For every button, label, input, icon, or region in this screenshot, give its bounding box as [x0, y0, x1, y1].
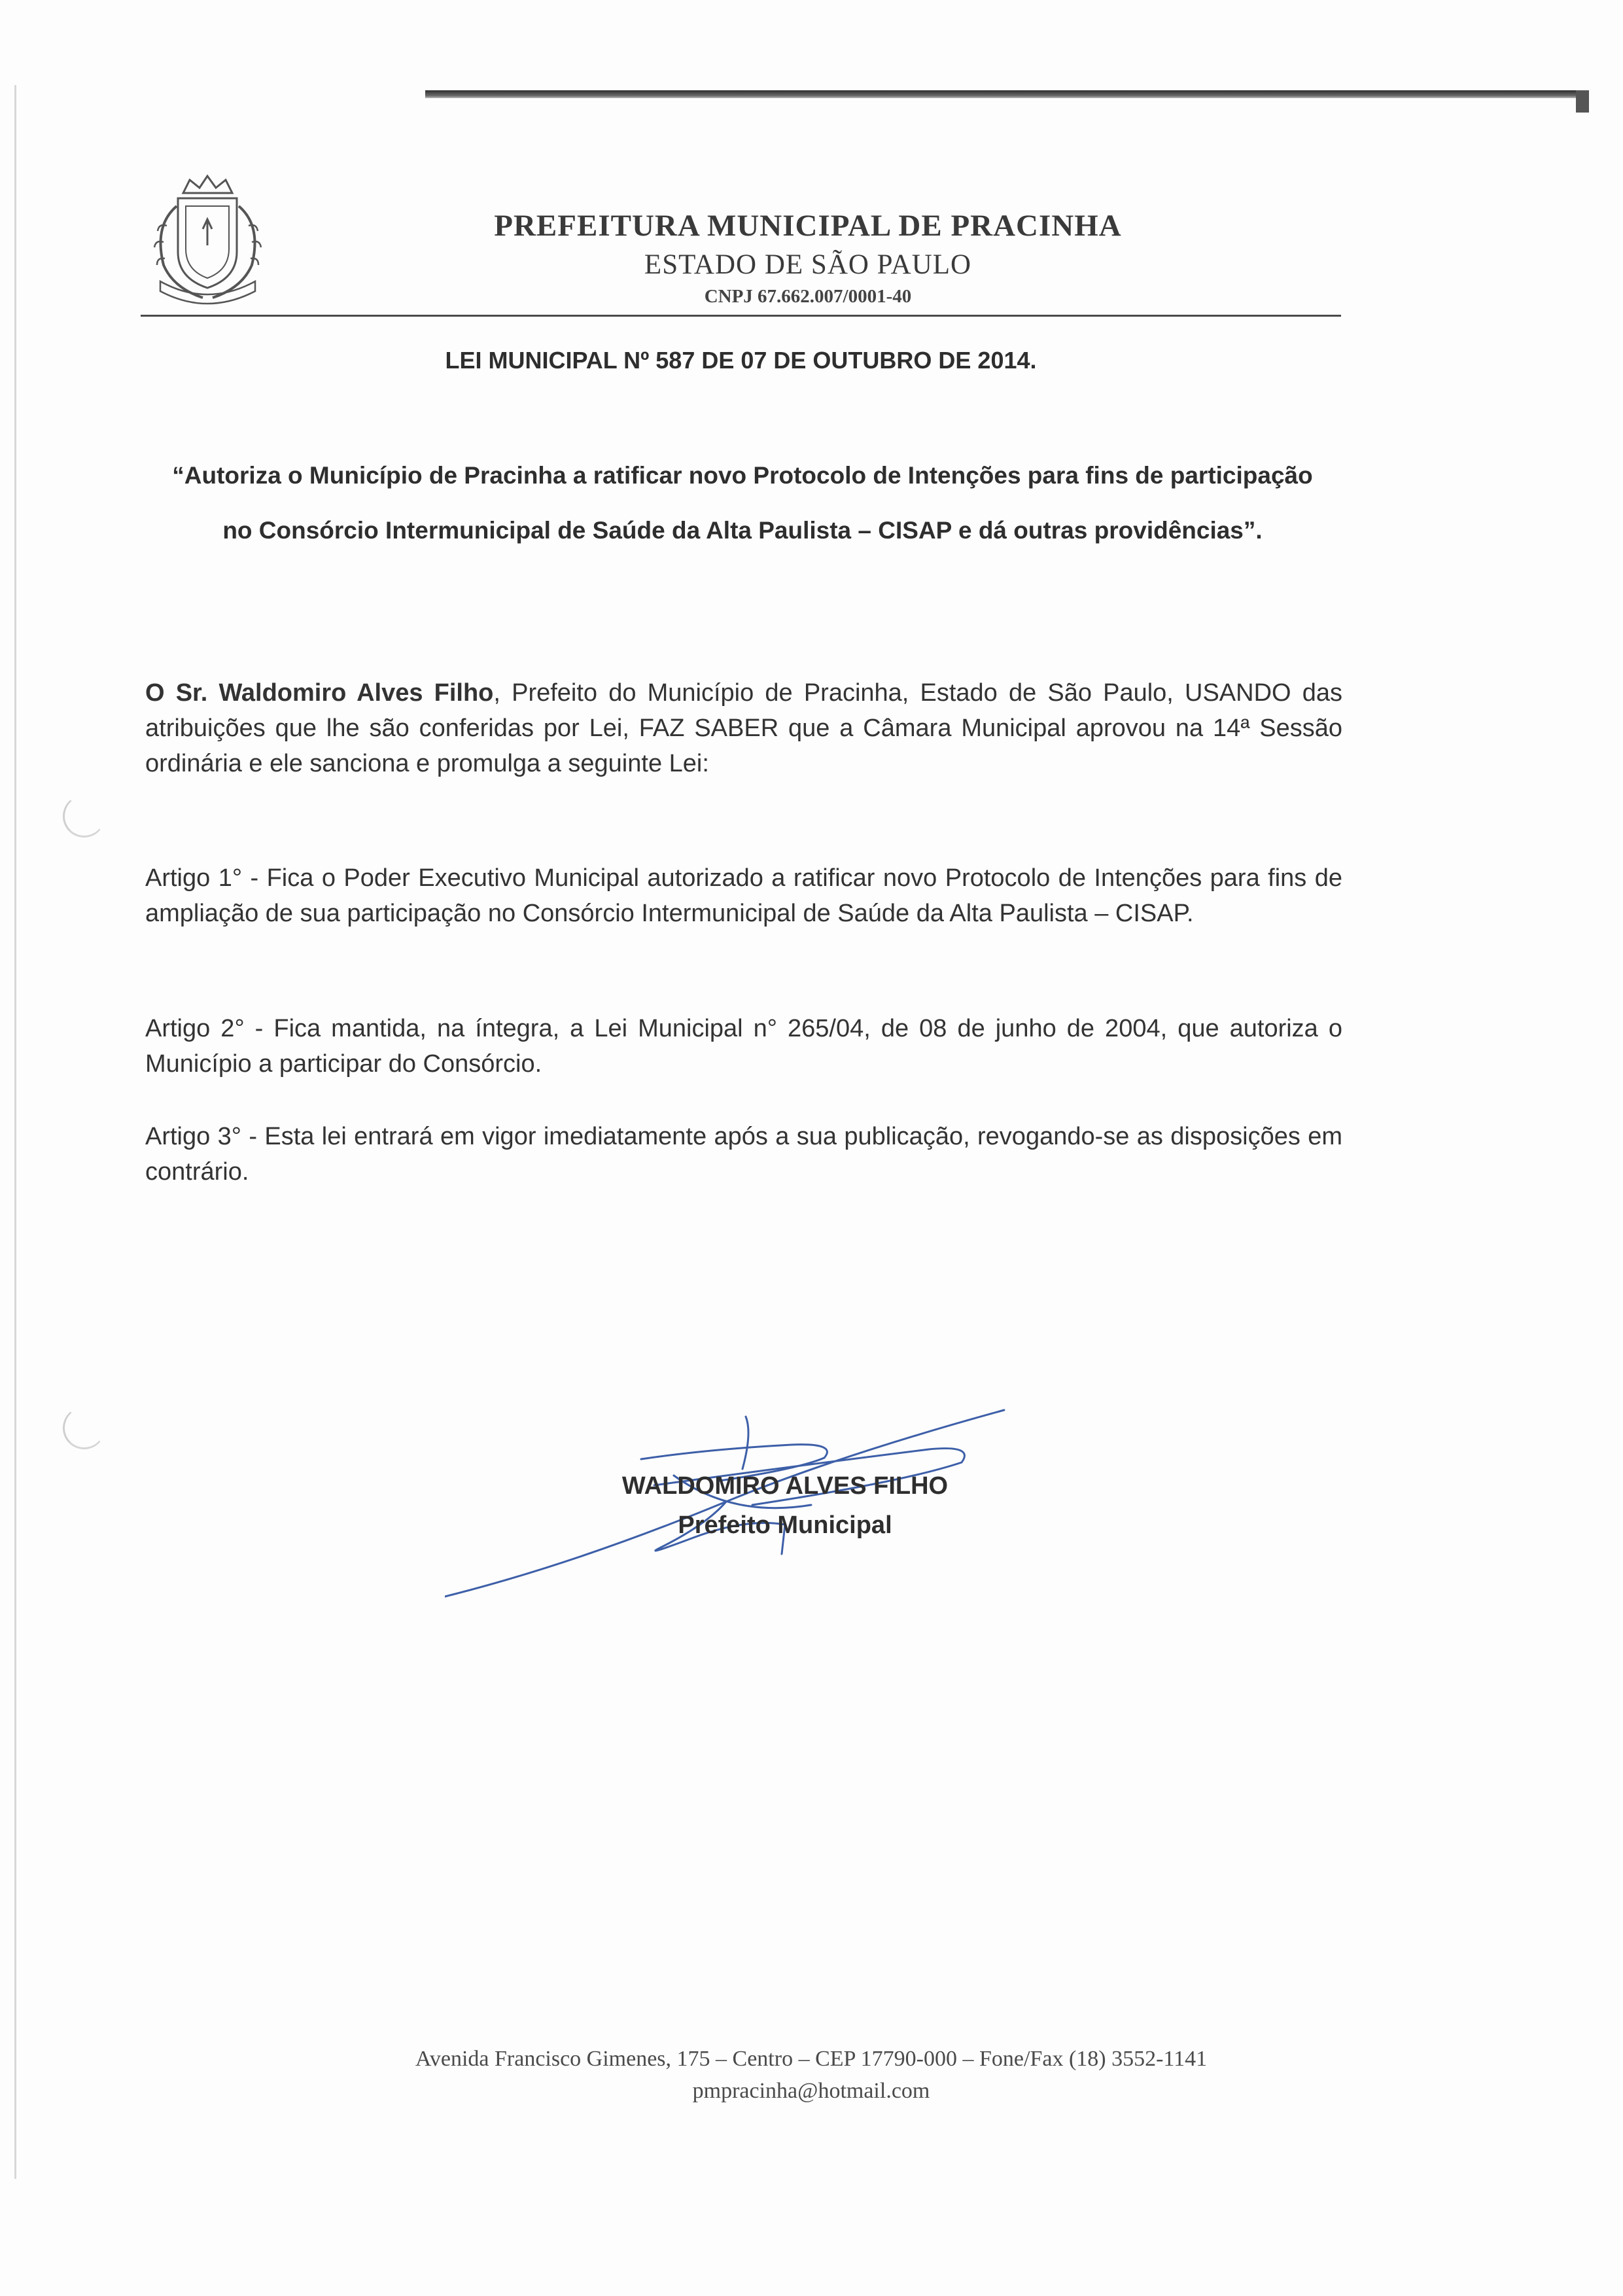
mayor-name: O Sr. Waldomiro Alves Filho [145, 679, 494, 707]
signatory-name: WALDOMIRO ALVES FILHO [621, 1472, 949, 1500]
scan-edge-top [425, 90, 1577, 98]
intro-text: , Prefeito do Município de Pracinha, Estado de São Paulo, USANDO das atribuições que lhe são conferidas por Lei, FAZ SABER que a Câmara Municipal aprovou na 14ª Sessão ordinária e ele sanciona e promulga a seguinte Lei: [145, 679, 1342, 777]
article-2: Artigo 2° - Fica mantida, na íntegra, a Lei Municipal n° 265/04, de 08 de junho de 2004, que autoriza o Município a participar do Consórcio. [145, 1015, 1342, 1078]
intro-paragraph [145, 675, 1342, 781]
handwritten-signature [445, 1328, 1007, 1610]
footer-email: pmpracinha@hotmail.com [692, 2079, 930, 2103]
article-3: Artigo 3° - Esta lei entrará em vigor imediatamente após a sua publicação, revogando-se as disposições em contrário. [145, 1123, 1342, 1186]
scan-edge-right [1576, 90, 1589, 113]
scan-edge-left [14, 85, 16, 2179]
punch-hole-mark [63, 1407, 105, 1449]
law-ementa: “Autoriza o Município de Pracinha a ratificar novo Protocolo de Intenções para fins de participação no Consórcio Intermunicipal de Saúde da Alta Paulista – CISAP e dá outras providências”. [172, 462, 1313, 544]
cnpj-line: CNPJ 67.662.007/0001-40 [704, 286, 912, 307]
law-title: LEI MUNICIPAL Nº 587 DE 07 DE OUTUBRO DE 2014. [445, 347, 1037, 374]
signatory-role: Prefeito Municipal [678, 1511, 892, 1539]
article-1: Artigo 1° - Fica o Poder Executivo Municipal autorizado a ratificar novo Protocolo de Intenções para fins de ampliação de sua participação no Consórcio Intermunicipal de Saúde da Alta Paulista – CISAP. [145, 864, 1342, 927]
municipal-coat-of-arms-icon [137, 167, 278, 308]
footer-address: Avenida Francisco Gimenes, 175 – Centro – CEP 17790-000 – Fone/Fax (18) 3552-1141 [415, 2047, 1208, 2071]
header-divider [141, 315, 1341, 317]
punch-hole-mark [63, 795, 105, 838]
state-subtitle: ESTADO DE SÃO PAULO [644, 249, 972, 280]
page-title: PREFEITURA MUNICIPAL DE PRACINHA [494, 209, 1122, 243]
